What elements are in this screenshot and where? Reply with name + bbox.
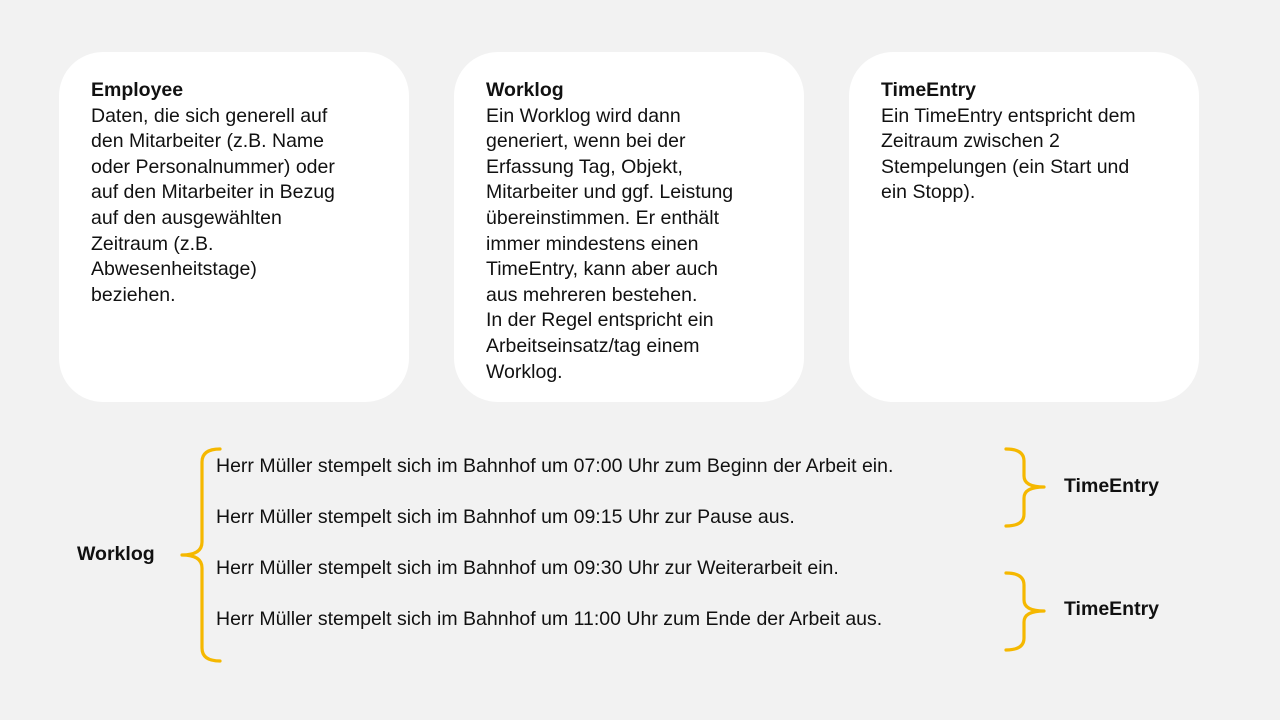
worklog-card-text: Ein Worklog wird dann generiert, wenn bei der Erfassung Tag, Objekt, Mitarbeiter und ggf. Leistung übereinstimmen. Er enthält immer mindestens einen TimeEntry, kann aber auch aus mehreren bestehen. In der Regel entspricht ein Arbeitseinsatz/tag einem Worklog. (486, 104, 734, 383)
example-line-1: Herr Müller stempelt sich im Bahnhof um 07:00 Uhr zum Beginn der Arbeit ein. (216, 455, 894, 477)
timeentry-card-text: Ein TimeEntry entspricht dem Zeitraum zwischen 2 Stempelungen (ein Start und ein Stopp). (881, 104, 1136, 204)
example-line-3: Herr Müller stempelt sich im Bahnhof um 09:30 Uhr zur Weiterarbeit ein. (216, 557, 839, 579)
timeentry-label-2: TimeEntry (1064, 598, 1160, 620)
worklog-card-title: Worklog (486, 79, 564, 101)
employee-card-title: Employee (91, 79, 184, 101)
employee-card-text: Daten, die sich generell auf den Mitarbeiter (z.B. Name oder Personalnummer) oder auf den Mitarbeiter in Bezug auf den ausgewählten Zeitraum (z.B. Abwesenheitstage) beziehen. (91, 104, 335, 306)
example-line-2: Herr Müller stempelt sich im Bahnhof um 09:15 Uhr zur Pause aus. (216, 506, 795, 528)
timeentry-card-title: TimeEntry (881, 79, 977, 101)
worklog-label: Worklog (77, 543, 155, 565)
example-line-4: Herr Müller stempelt sich im Bahnhof um 11:00 Uhr zum Ende der Arbeit aus. (216, 608, 883, 630)
timeentry-card (849, 52, 1199, 402)
timeentry-label-1: TimeEntry (1064, 475, 1160, 497)
timeentry-brace-1 (1000, 446, 1050, 530)
employee-card (59, 52, 409, 402)
timeentry-brace-2 (1000, 570, 1050, 654)
worklog-card (454, 52, 804, 402)
